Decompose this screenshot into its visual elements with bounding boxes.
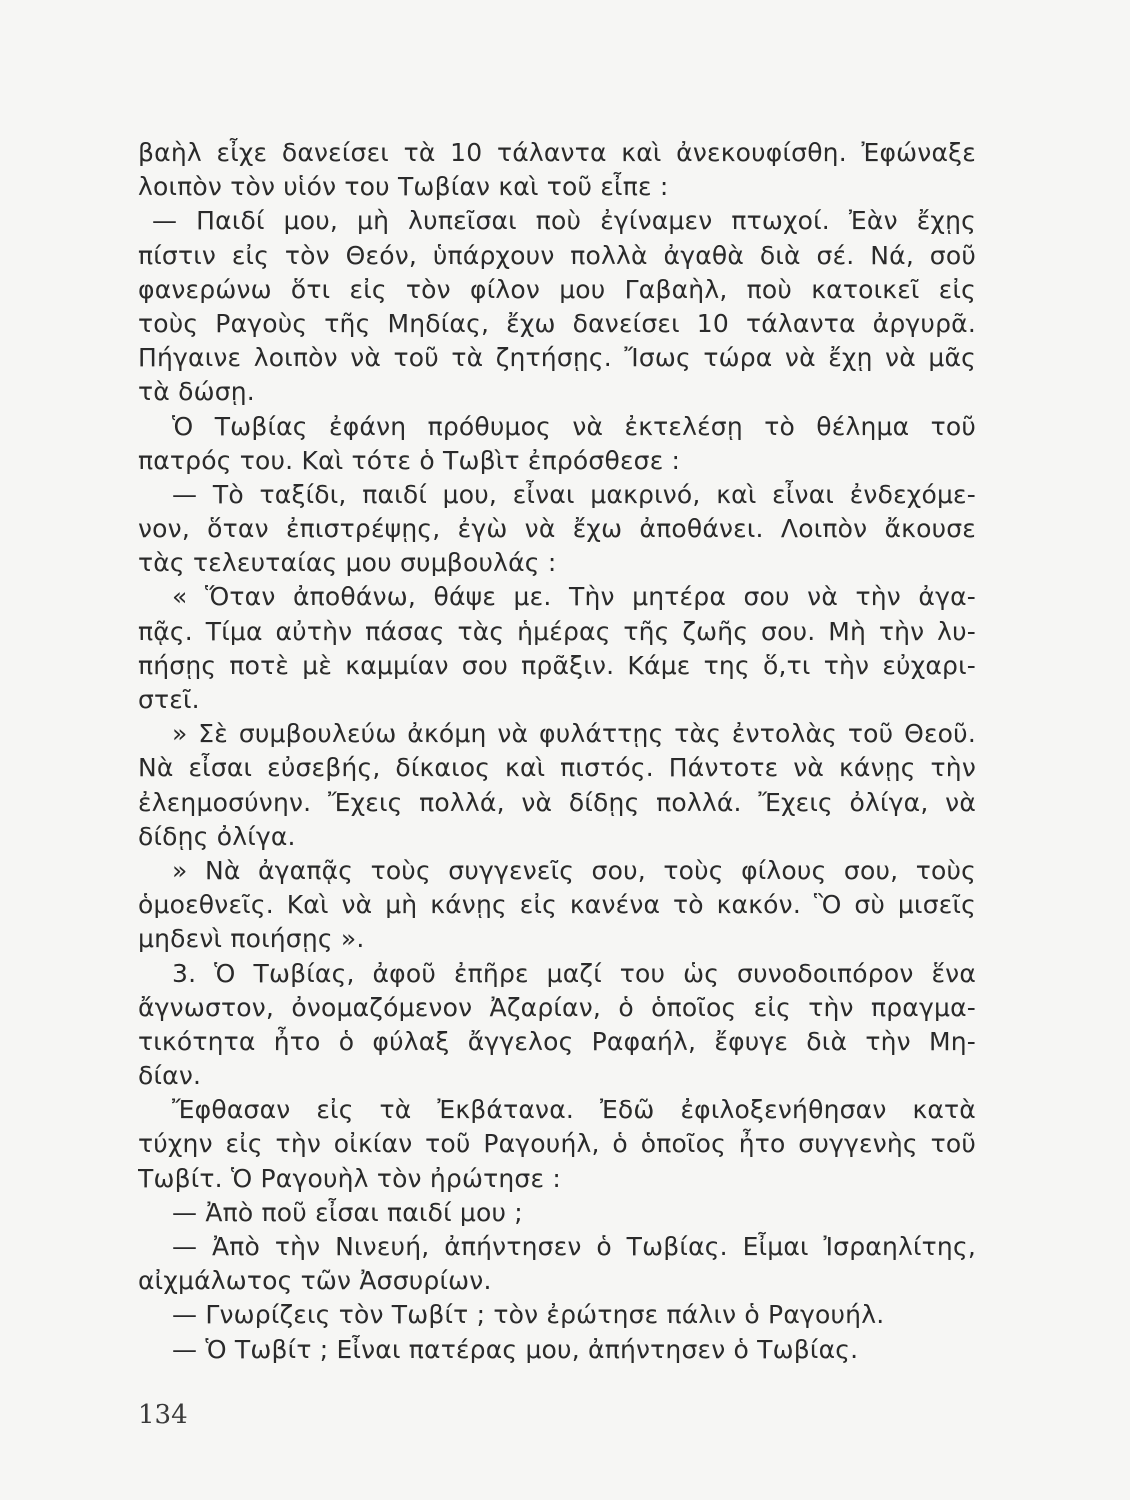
text-line-3: — Παιδί μου, μὴ λυπεῖσαι ποὺ ἐγίναμεν πτωχοί. Ἐὰν ἔχῃς (152, 206, 976, 236)
text-line-13: τὰς τελευταίας μου συμβουλάς : (138, 548, 557, 578)
text-line-23: ὁμοεθνεῖς. Καὶ νὰ μὴ κάνῃς εἰς κανένα τὸ κακόν. Ὃ σὺ μισεῖς (138, 890, 976, 920)
text-line-8: τὰ δώσῃ. (138, 377, 255, 407)
text-line-31: Τωβίτ. Ὁ Ραγουὴλ τὸν ἠρώτησε : (138, 1163, 561, 1193)
text-line-17: στεῖ. (138, 685, 200, 714)
text-line-6: τοὺς Ραγοὺς τῆς Μηδίας, ἔχω δανείσει 10 τάλαντα ἀργυρᾶ. (138, 308, 976, 338)
body-text (138, 136, 976, 1367)
text-line-11: — Τὸ ταξίδι, παιδί μου, εἶναι μακρινό, καὶ εἶναι ἐνδεχόμε- (172, 479, 976, 509)
page-number: 134 (138, 1400, 188, 1430)
text-line-24: μηδενὶ ποιήσῃς ». (138, 924, 365, 954)
text-line-25: 3. Ὁ Τωβίας, ἀφοῦ ἐπῆρε μαζί του ὡς συνοδοιπόρον ἕνα (172, 958, 976, 988)
text-line-12: νον, ὅταν ἐπιστρέψῃς, ἐγὼ νὰ ἔχω ἀποθάνει. Λοιπὸν ἄκουσε (138, 514, 976, 544)
text-line-35: — Γνωρίζεις τὸν Τωβίτ ; τὸν ἐρώτησε πάλιν ὁ Ραγουήλ. (172, 1300, 885, 1330)
text-line-21: δίδῃς ὀλίγα. (138, 821, 296, 851)
text-line-18: » Σὲ συμβουλεύω ἀκόμη νὰ φυλάττῃς τὰς ἐντολὰς τοῦ Θεοῦ. (172, 719, 976, 749)
text-line-4: πίστιν εἰς τὸν Θεόν, ὑπάρχουν πολλὰ ἀγαθὰ διὰ σέ. Νά, σοῦ (138, 240, 976, 270)
text-line-16: πήσῃς ποτὲ μὲ καμμίαν σου πρᾶξιν. Κάμε της ὅ,τι τὴν εὐχαρι- (138, 650, 976, 680)
text-line-7: Πήγαινε λοιπὸν νὰ τοῦ τὰ ζητήσῃς. Ἴσως τώρα νὰ ἔχῃ νὰ μᾶς (138, 343, 976, 373)
text-line-1: βαὴλ εἶχε δανείσει τὰ 10 τάλαντα καὶ ἀνεκουφίσθη. Ἐφώναξε (138, 138, 976, 167)
text-line-9: Ὁ Τωβίας ἐφάνη πρόθυμος νὰ ἐκτελέσῃ τὸ θέλημα τοῦ (172, 411, 976, 441)
text-line-32: — Ἀπὸ ποῦ εἶσαι παιδί μου ; (172, 1197, 523, 1227)
text-line-10: πατρός του. Καὶ τότε ὁ Τωβὶτ ἐπρόσθεσε : (138, 445, 681, 475)
text-line-27: τικότητα ἦτο ὁ φύλαξ ἄγγελος Ραφαήλ, ἔφυγε διὰ τὴν Μη- (138, 1026, 976, 1056)
text-line-34: αἰχμάλωτος τῶν Ἀσσυρίων. (138, 1266, 492, 1296)
text-line-14: « Ὅταν ἀποθάνω, θάψε με. Τὴν μητέρα σου νὰ τὴν ἀγα- (172, 582, 976, 612)
text-line-26: ἄγνωστον, ὀνομαζόμενον Ἀζαρίαν, ὁ ὁποῖος εἰς τὴν πραγμα- (138, 992, 976, 1022)
text-line-33: — Ἀπὸ τὴν Νινευή, ἀπήντησεν ὁ Τωβίας. Εἶμαι Ἰσραηλίτης, (172, 1232, 976, 1261)
text-line-19: Νὰ εἶσαι εὐσεβής, δίκαιος καὶ πιστός. Πάντοτε νὰ κάνῃς τὴν (138, 753, 976, 783)
text-line-20: ἐλεημοσύνην. Ἔχεις πολλά, νὰ δίδῃς πολλά. Ἔχεις ὀλίγα, νὰ (138, 787, 976, 817)
text-line-5: φανερώνω ὅτι εἰς τὸν φίλον μου Γαβαὴλ, ποὺ κατοικεῖ εἰς (138, 274, 976, 304)
text-line-28: δίαν. (138, 1061, 202, 1091)
text-line-36: — Ὁ Τωβίτ ; Εἶναι πατέρας μου, ἀπήντησεν ὁ Τωβίας. (172, 1334, 859, 1364)
text-line-2: λοιπὸν τὸν υἱόν του Τωβίαν καὶ τοῦ εἶπε : (138, 172, 669, 202)
text-line-29: Ἔφθασαν εἰς τὰ Ἐκβάτανα. Ἐδῶ ἐφιλοξενήθησαν κατὰ (172, 1095, 976, 1125)
text-line-15: πᾷς. Τίμα αὐτὴν πάσας τὰς ἡμέρας τῆς ζωῆς σου. Μὴ τὴν λυ- (138, 616, 976, 646)
text-line-22: » Νὰ ἀγαπᾷς τοὺς συγγενεῖς σου, τοὺς φίλους σου, τοὺς (172, 855, 976, 885)
text-line-30: τύχην εἰς τὴν οἰκίαν τοῦ Ραγουήλ, ὁ ὁποῖος ἦτο συγγενὴς τοῦ (138, 1129, 976, 1159)
